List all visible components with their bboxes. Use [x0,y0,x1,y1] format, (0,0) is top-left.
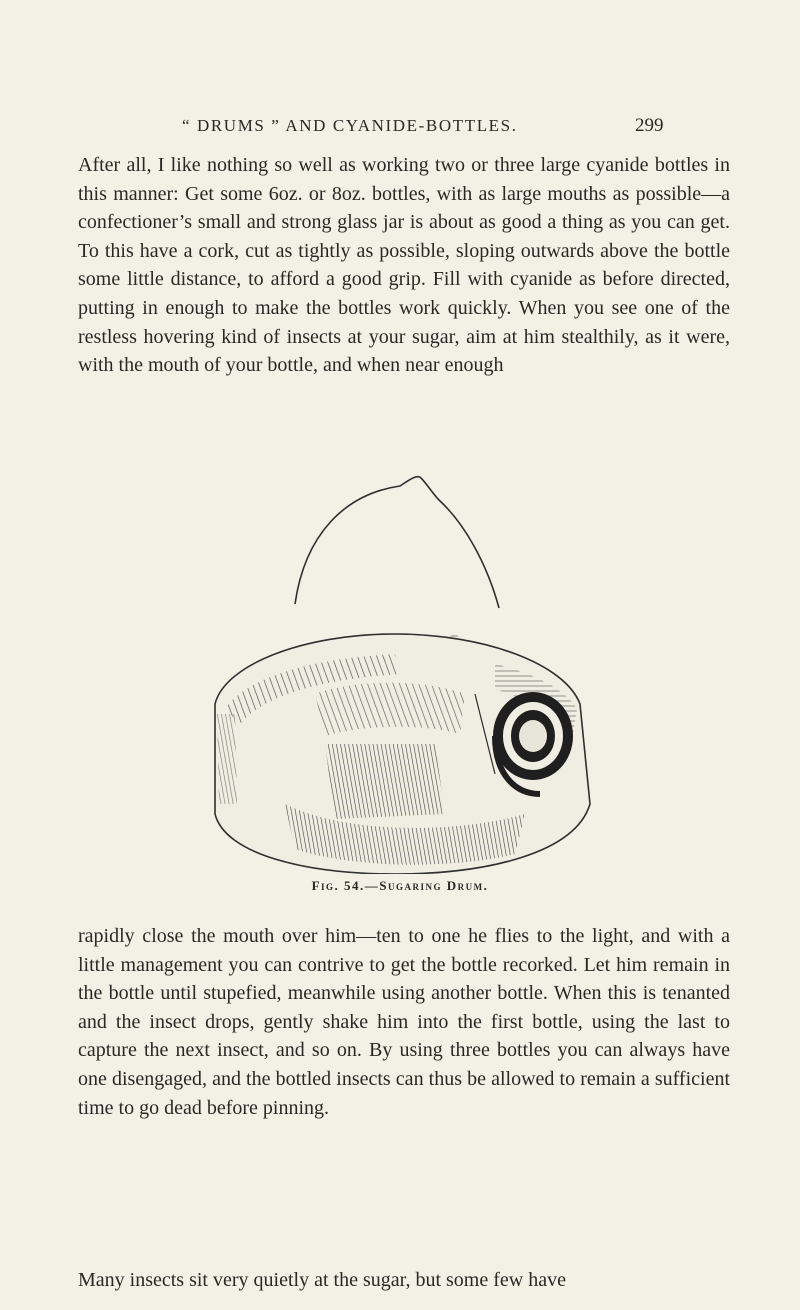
running-head [0,116,800,146]
paragraph-3: Many insects sit very quietly at the sugar, but some few have [78,1269,566,1291]
sugaring-drum-figure [195,474,615,874]
figure-caption-text: Fig. 54.—Sugaring Drum. [311,878,489,893]
figure-caption [0,878,800,894]
sugaring-drum-illustration [195,474,615,874]
running-title: “ DRUMS ” AND CYANIDE-BOTTLES. [182,116,518,135]
page-number: 299 [635,115,664,136]
paragraph-2: rapidly close the mouth over him—ten to one he flies to the light, and with a little management you can contrive to get the bottle recorked. Let him remain in the bottle until stupefied, meanwhile using another bottle. When this is tenanted and the insect drops, gently shake him into the first bottle, using the last to capture the next insect, and so on. By using three bottles you can always have one disengaged, and the bottled insects can thus be allowed to remain a sufficient time to go dead before pinning. [78,925,730,1119]
paragraph-1: After all, I like nothing so well as working two or three large cyanide bottles in this manner: Get some 6oz. or 8oz. bottles, with as large mouths as possible—a confectioner’s small and strong glass jar is about as good a thing as you can get. To this have a cork, cut as tightly as possible, sloping outwards above the bottle some little distance, to afford a good grip. Fill with cyanide as before directed, putting in enough to make the bottles work quickly. When you see one of the restless hovering kind of insects at your sugar, aim at him stealthily, as it were, with the mouth of your bottle, and when near enough [78,154,730,377]
